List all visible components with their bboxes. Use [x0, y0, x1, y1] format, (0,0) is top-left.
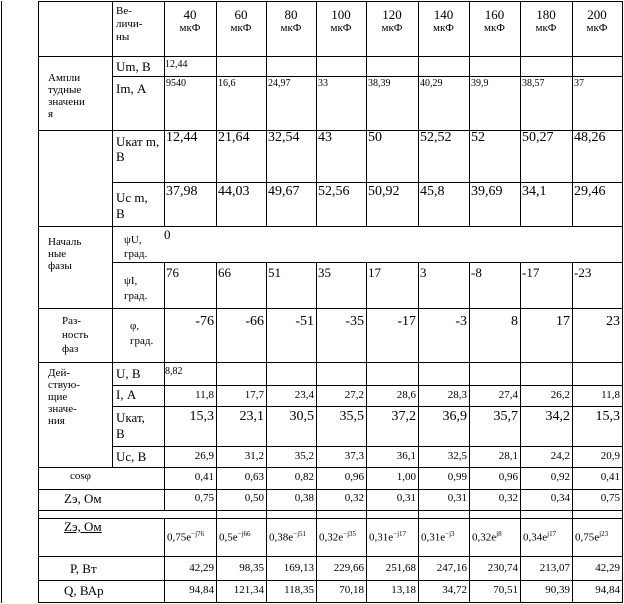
cos-cell: 0,82 — [294, 471, 314, 483]
p-cell: 229,66 — [333, 562, 364, 574]
grid-line — [418, 76, 419, 227]
zc-exp-base: e — [288, 531, 294, 544]
q-cell: 90,39 — [545, 584, 570, 596]
im-cell: 39,9 — [471, 78, 489, 89]
im-cell: 33 — [318, 78, 328, 89]
grid-line — [38, 580, 623, 581]
p-cell: 169,13 — [283, 562, 314, 574]
capacitance-header — [316, 8, 366, 34]
group-effective-line: ния — [48, 415, 65, 427]
uc-label: Uc, В — [116, 449, 147, 464]
zc-exp-base: e — [491, 531, 497, 544]
header-quantity-line: ны — [116, 31, 130, 43]
zc-magnitude: 0,32 — [319, 531, 339, 544]
z-cell: 0,31 — [396, 492, 416, 504]
i-cell: 26,2 — [550, 389, 570, 401]
ucm-label-line: Uc m, — [116, 190, 148, 205]
q-cell: 94,84 — [189, 584, 214, 596]
capacitance-header — [266, 8, 316, 34]
uc-cell: 20,9 — [600, 450, 620, 462]
psiu-label — [124, 233, 147, 261]
ukatm-cell: 32,54 — [268, 130, 300, 145]
capacitance-unit: мкФ — [230, 22, 252, 34]
z-cell: 0,32 — [498, 492, 518, 504]
capacitance-value: 40 — [183, 7, 197, 22]
phi-cell: -35 — [345, 314, 364, 329]
group-phases-line: фазы — [48, 260, 72, 272]
q-cell: 118,35 — [284, 584, 314, 596]
capacitance-value: 120 — [382, 7, 402, 22]
ukat-cell: 23,1 — [239, 409, 264, 424]
z-cell: 0,50 — [244, 492, 264, 504]
phi-label-line: град. — [130, 335, 154, 347]
ucm-cell: 29,46 — [574, 184, 606, 199]
capacitance-value: 140 — [433, 7, 454, 22]
grid-line — [38, 56, 623, 57]
uc-cell: 36,1 — [396, 450, 416, 462]
group-effective-line: Дей- — [48, 367, 71, 379]
uc-cell: 31,2 — [244, 450, 264, 462]
psii-cell: 3 — [420, 265, 427, 280]
zc-cell — [421, 528, 455, 544]
phi-label-line: φ, — [130, 320, 140, 332]
i-cell: 17,7 — [244, 389, 264, 401]
zc-magnitude: 0,31 — [369, 531, 389, 544]
p-label: P, Вт — [70, 561, 97, 576]
ukat-cell: 36,9 — [442, 409, 467, 424]
psii-cell: 76 — [166, 265, 179, 280]
cos-cell: 0,92 — [550, 471, 570, 483]
capacitance-header — [520, 8, 572, 34]
z-label: Zэ, Ом — [64, 491, 102, 506]
grid-line — [469, 76, 470, 227]
capacitance-header — [418, 8, 469, 34]
ukatm-cell: 52,52 — [420, 130, 452, 145]
phi-cell: -51 — [295, 314, 314, 329]
psiu-label-line: град. — [124, 248, 148, 260]
ukat-cell: 15,3 — [595, 409, 620, 424]
im-cell: 24,97 — [268, 78, 291, 89]
zc-exp-base: e — [542, 531, 548, 544]
ucm-cell: 52,56 — [318, 184, 350, 199]
i-cell: 11,8 — [195, 389, 214, 401]
grid-line — [164, 1, 165, 227]
z-cell: 0,31 — [447, 492, 467, 504]
zc-label: Zэ, Ом — [64, 519, 102, 534]
cos-label: cosφ — [70, 470, 92, 482]
cos-cell: 0,41 — [194, 471, 214, 483]
ukatm-cell: 21,64 — [218, 130, 250, 145]
im-cell: 40,29 — [420, 78, 443, 89]
uc-cell: 28,1 — [498, 450, 518, 462]
z-cell: 0,75 — [600, 492, 620, 504]
psii-cell: 51 — [268, 265, 281, 280]
zc-exponent: −j51 — [293, 530, 307, 538]
capacitance-header — [469, 8, 520, 34]
i-cell: 28,6 — [396, 389, 416, 401]
grid-line — [112, 1, 113, 468]
capacitance-unit: мкФ — [280, 22, 302, 34]
group-effective — [48, 367, 80, 427]
ucm-cell: 44,03 — [218, 184, 250, 199]
q-cell: 70,18 — [339, 584, 364, 596]
capacitance-header — [366, 8, 418, 34]
zc-magnitude: 0,5 — [219, 531, 233, 544]
z-cell: 0,38 — [294, 492, 314, 504]
capacitance-unit: мкФ — [535, 22, 557, 34]
q-cell: 121,34 — [233, 584, 264, 596]
phi-label — [130, 319, 153, 349]
grid-line — [38, 226, 623, 227]
ukatm-cell: 50,27 — [522, 130, 554, 145]
grid-line — [216, 76, 217, 227]
ukatm-label-line: Uкат m, — [116, 134, 160, 149]
im-cell: 38,39 — [368, 78, 391, 89]
cos-cell: 1,00 — [396, 471, 416, 483]
um-value: 12,44 — [165, 59, 188, 70]
ukatm-label — [116, 134, 159, 164]
psiu-label-line: ψU, — [124, 234, 142, 246]
header-quantity — [116, 5, 142, 44]
p-cell: 251,68 — [385, 562, 416, 574]
phi-cell: -3 — [455, 314, 467, 329]
group-difference-line: ность — [62, 329, 89, 341]
ukatm-cell: 52 — [471, 130, 485, 145]
grid-line — [112, 76, 623, 77]
grid-line — [38, 518, 623, 519]
ukat-cell: 37,2 — [391, 409, 416, 424]
cos-cell: 0,96 — [344, 471, 364, 483]
ukat-cell: 15,3 — [189, 409, 214, 424]
header-quantity-line: Ве- — [116, 5, 132, 17]
capacitance-unit: мкФ — [381, 22, 403, 34]
grid-line — [572, 76, 573, 227]
psii-cell: -8 — [471, 265, 482, 280]
capacitance-value: 200 — [587, 7, 607, 22]
ukatm-cell: 43 — [318, 130, 332, 145]
zc-cell — [167, 528, 204, 544]
z-cell: 0,32 — [344, 492, 364, 504]
ukat-cell: 35,5 — [339, 409, 364, 424]
zc-magnitude: 0,75 — [575, 531, 595, 544]
capacitance-value: 160 — [484, 7, 505, 22]
capacitance-unit: мкФ — [484, 22, 505, 34]
grid-line — [38, 510, 623, 511]
p-cell: 42,29 — [189, 562, 214, 574]
zc-exponent: −j17 — [393, 530, 407, 538]
uc-cell: 37,3 — [344, 450, 364, 462]
grid-line — [266, 76, 267, 227]
grid-line — [366, 76, 367, 227]
ucm-cell: 49,67 — [268, 184, 300, 199]
ukatm-cell: 12,44 — [166, 130, 198, 145]
group-amplitude — [48, 72, 85, 120]
ukatm-label-line: В — [116, 149, 125, 164]
im-cell: 38,57 — [522, 78, 545, 89]
zc-cell — [319, 528, 356, 544]
grid-line — [38, 602, 623, 603]
phi-cell: -17 — [397, 314, 416, 329]
grid-line — [112, 406, 623, 407]
zc-exponent: −j76 — [191, 530, 205, 538]
capacitance-header — [572, 8, 622, 34]
group-difference-line: Раз- — [62, 315, 82, 327]
p-cell: 98,35 — [239, 562, 264, 574]
group-effective-line: значе- — [48, 403, 77, 415]
header-quantity-line: личи- — [116, 18, 143, 30]
cos-cell: 0,41 — [600, 471, 620, 483]
grid-line — [38, 1, 39, 603]
um-label: Um, В — [116, 59, 151, 74]
phi-cell: -66 — [245, 314, 264, 329]
capacitance-value: 100 — [331, 7, 351, 22]
zc-exponent: −j66 — [237, 530, 251, 538]
ukat-label-line: В — [116, 426, 125, 441]
ucm-cell: 39,69 — [471, 184, 503, 199]
ucm-cell: 50,92 — [368, 184, 400, 199]
im-cell: 9540 — [166, 78, 186, 89]
psii-label-line: ψI, — [124, 275, 138, 287]
grid-line — [112, 262, 623, 263]
grid-line — [38, 467, 623, 468]
ucm-cell: 45,8 — [420, 184, 445, 199]
zc-cell — [523, 528, 556, 544]
ukat-label-line: Uкат, — [116, 410, 145, 425]
zc-exp-base: e — [338, 531, 344, 544]
uc-cell: 32,5 — [447, 450, 467, 462]
group-phases — [48, 236, 81, 272]
z-cell: 0,34 — [550, 492, 570, 504]
im-cell: 16,6 — [218, 78, 236, 89]
capacitance-value: 60 — [234, 7, 248, 22]
ukatm-cell: 50 — [368, 130, 382, 145]
zc-magnitude: 0,38 — [269, 531, 289, 544]
zc-magnitude: 0,75 — [167, 531, 187, 544]
psii-label — [124, 274, 147, 304]
i-cell: 27,2 — [344, 389, 364, 401]
capacitance-unit: мкФ — [330, 22, 352, 34]
q-cell: 34,72 — [442, 584, 467, 596]
capacitance-header — [216, 8, 266, 34]
grid-line — [38, 489, 623, 490]
ucm-label-line: В — [116, 206, 125, 221]
capacitance-unit: мкФ — [179, 22, 201, 34]
uc-cell: 35,2 — [294, 450, 314, 462]
cos-cell: 0,99 — [447, 471, 467, 483]
i-cell: 27,4 — [498, 389, 518, 401]
p-cell: 247,16 — [436, 562, 467, 574]
capacitance-value: 80 — [284, 7, 298, 22]
ucm-cell: 34,1 — [522, 184, 547, 199]
zc-cell — [472, 528, 502, 544]
zc-magnitude: 0,34 — [523, 531, 543, 544]
psii-cell: -23 — [574, 265, 592, 280]
group-difference-line: фаз — [62, 343, 79, 355]
zc-magnitude: 0,31 — [421, 531, 441, 544]
u-value: 8,82 — [165, 366, 183, 377]
group-amplitude-line: значени — [48, 96, 85, 108]
q-cell: 13,18 — [391, 584, 416, 596]
psii-cell: -17 — [522, 265, 540, 280]
zc-cell — [269, 528, 306, 544]
capacitance-header — [164, 8, 216, 34]
phi-cell: 23 — [606, 314, 620, 329]
grid-line — [38, 308, 623, 309]
psiu-value: 0 — [164, 227, 171, 242]
zc-cell — [575, 528, 608, 544]
cos-cell: 0,96 — [498, 471, 518, 483]
ucm-cell: 37,98 — [166, 184, 198, 199]
p-cell: 213,07 — [539, 562, 570, 574]
psii-cell: 66 — [218, 265, 231, 280]
p-cell: 42,29 — [595, 562, 620, 574]
grid-line — [38, 1, 623, 2]
ukat-cell: 35,7 — [493, 409, 518, 424]
zc-exp-base: e — [388, 531, 394, 544]
zc-exponent: j23 — [599, 530, 609, 538]
grid-line — [1, 1, 2, 603]
uc-cell: 26,9 — [194, 450, 214, 462]
psii-cell: 35 — [318, 265, 331, 280]
grid-line — [316, 76, 317, 227]
uc-cell: 24,2 — [550, 450, 570, 462]
group-effective-line: щие — [48, 391, 68, 403]
ukat-label — [116, 410, 145, 442]
zc-exp-base: e — [440, 531, 446, 544]
z-cell: 0,75 — [194, 492, 214, 504]
u-label: U, В — [116, 366, 141, 381]
zc-exponent: −j3 — [445, 530, 455, 538]
ucm-label — [116, 190, 148, 222]
q-cell: 94,84 — [595, 584, 620, 596]
ukat-cell: 34,2 — [545, 409, 570, 424]
im-cell: 37 — [574, 78, 584, 89]
zc-cell — [369, 528, 406, 544]
p-cell: 230,74 — [487, 562, 518, 574]
group-phases-line: ные — [48, 248, 67, 260]
zc-magnitude: 0,32 — [472, 531, 492, 544]
i-label: I, А — [116, 387, 137, 402]
q-label: Q, ВАр — [64, 583, 104, 598]
grid-line — [164, 262, 165, 468]
zc-exponent: j17 — [547, 530, 557, 538]
zc-cell — [219, 528, 251, 544]
capacitance-value: 180 — [536, 7, 556, 22]
group-amplitude-line: я — [48, 108, 54, 120]
grid-line — [112, 385, 623, 386]
zc-exp-base: e — [594, 531, 600, 544]
capacitance-unit: мкФ — [586, 22, 608, 34]
i-cell: 23,4 — [294, 389, 314, 401]
i-cell: 28,3 — [447, 389, 467, 401]
zc-exponent: j8 — [496, 530, 502, 538]
grid-line — [112, 446, 623, 447]
phi-cell: -76 — [195, 314, 214, 329]
group-difference — [62, 314, 88, 356]
grid-line — [520, 76, 521, 227]
group-amplitude-line: тудные — [48, 84, 82, 96]
grid-line — [38, 362, 623, 363]
q-cell: 70,51 — [493, 584, 518, 596]
grid-line — [622, 1, 623, 603]
phi-cell: 17 — [556, 314, 570, 329]
capacitance-unit: мкФ — [433, 22, 454, 34]
im-label: Im, А — [116, 81, 147, 96]
ukat-cell: 30,5 — [289, 409, 314, 424]
phi-cell: 8 — [511, 314, 518, 329]
psii-label-line: град. — [124, 290, 148, 302]
group-amplitude-line: Ампли — [48, 72, 81, 84]
grid-line — [112, 182, 623, 183]
ukatm-cell: 48,26 — [574, 130, 606, 145]
group-phases-line: Началь — [48, 236, 82, 248]
zc-exponent: −j35 — [343, 530, 357, 538]
zc-exp-base: e — [232, 531, 238, 544]
zc-exp-base: e — [186, 531, 192, 544]
cos-cell: 0,63 — [244, 471, 264, 483]
i-cell: 11,8 — [601, 389, 620, 401]
psii-cell: 17 — [368, 265, 381, 280]
group-effective-line: ствую- — [48, 379, 80, 391]
grid-line — [38, 556, 623, 557]
